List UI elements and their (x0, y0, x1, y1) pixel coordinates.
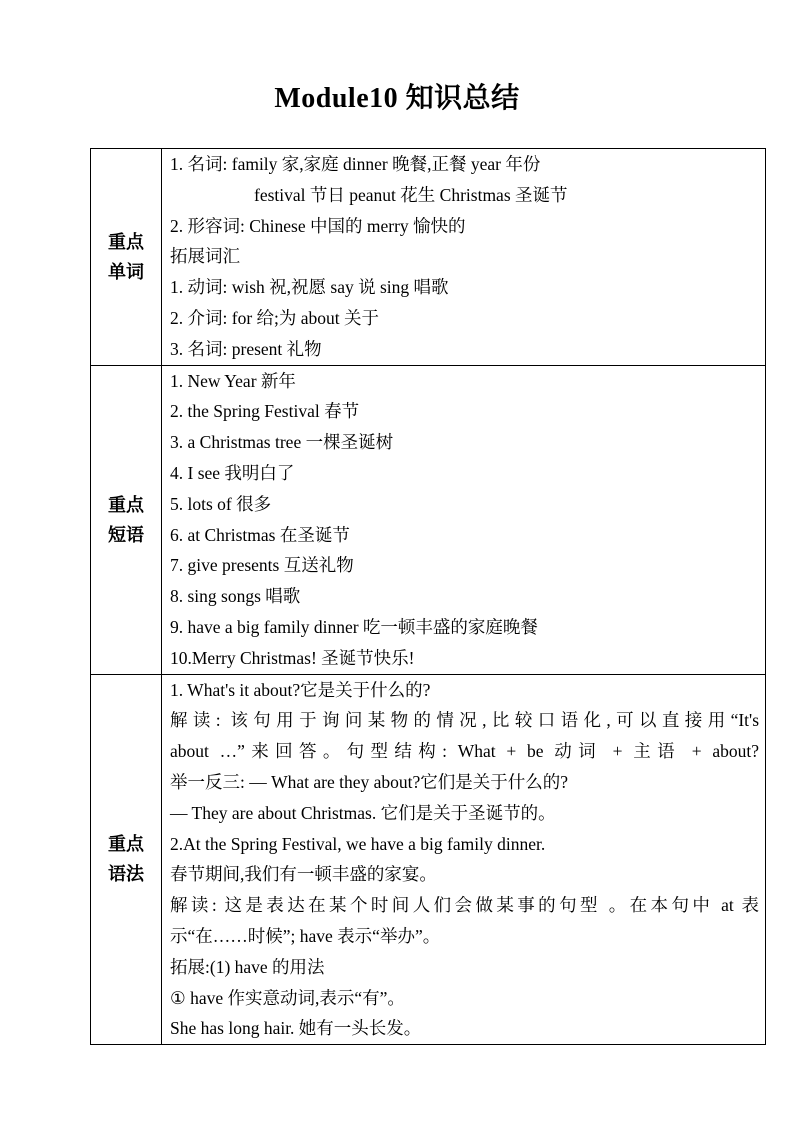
text-line: 2.At the Spring Festival, we have a big family dinner. (170, 833, 546, 854)
list-item: 10.Merry Christmas! 圣诞节快乐! (170, 647, 415, 668)
section-label-line: 重点 (108, 834, 144, 855)
section-label-phrases (91, 365, 162, 674)
text-line: 举一反三: — What are they about?它们是关于什么的? (170, 771, 569, 792)
text-line: 2. 介词: for 给;为 about 关于 (170, 307, 380, 328)
table-row (91, 365, 766, 674)
section-label-line: 重点 (108, 494, 144, 515)
text-line: 2. 形容词: Chinese 中国的 merry 愉快的 (170, 215, 466, 236)
summary-table (90, 148, 766, 1045)
list-item: 6. at Christmas 在圣诞节 (170, 524, 350, 545)
section-content-vocabulary (162, 149, 766, 366)
list-item: 1. New Year 新年 (170, 370, 296, 391)
section-content-grammar (162, 674, 766, 1045)
text-line: 拓展词汇 (170, 246, 240, 267)
text-line: 春节期间,我们有一顿丰盛的家宴。 (170, 864, 437, 885)
list-item: 9. have a big family dinner 吃一顿丰盛的家庭晚餐 (170, 616, 538, 637)
list-item: 4. I see 我明白了 (170, 462, 295, 483)
text-line: about …”来回答。句型结构: What + be 动词 + 主语 + about? (170, 741, 759, 762)
text-line: — They are about Christmas. 它们是关于圣诞节的。 (170, 802, 556, 823)
page-title: Module10 知识总结 (274, 83, 520, 114)
text-line: 解读: 这是表达在某个时间人们会做某事的句型 。在本句中 at 表 (170, 895, 759, 916)
text-line: She has long hair. 她有一头长发。 (170, 1018, 422, 1039)
list-item: 7. give presents 互送礼物 (170, 555, 354, 576)
section-label-grammar (91, 674, 162, 1045)
table-row (91, 674, 766, 1045)
text-line: ① have 作实意动词,表示“有”。 (170, 987, 405, 1008)
section-label-vocabulary (91, 149, 162, 366)
list-item: 2. the Spring Festival 春节 (170, 401, 360, 422)
table-row (91, 149, 766, 366)
list-item: 5. lots of 很多 (170, 493, 272, 514)
text-line: 示“在……时候”; have 表示“举办”。 (170, 925, 441, 946)
section-label-line: 重点 (108, 231, 144, 252)
text-line: 拓展:(1) have 的用法 (170, 956, 325, 977)
text-line: 1. 名词: family 家,家庭 dinner 晚餐,正餐 year 年份 (170, 154, 541, 174)
section-label-line: 语法 (108, 864, 144, 885)
text-line: 1. What's it about?它是关于什么的? (170, 679, 431, 700)
text-line: 3. 名词: present 礼物 (170, 338, 322, 359)
text-line: 解读: 该句用于询问某物的情况,比较口语化,可以直接用“It's (170, 710, 759, 731)
section-label-line: 短语 (108, 524, 144, 545)
text-line: festival 节日 peanut 花生 Christmas 圣诞节 (254, 184, 568, 205)
list-item: 8. sing songs 唱歌 (170, 586, 301, 607)
section-label-line: 单词 (108, 261, 144, 282)
section-content-phrases (162, 365, 766, 674)
text-line: 1. 动词: wish 祝,祝愿 say 说 sing 唱歌 (170, 277, 449, 298)
list-item: 3. a Christmas tree 一棵圣诞树 (170, 432, 394, 453)
